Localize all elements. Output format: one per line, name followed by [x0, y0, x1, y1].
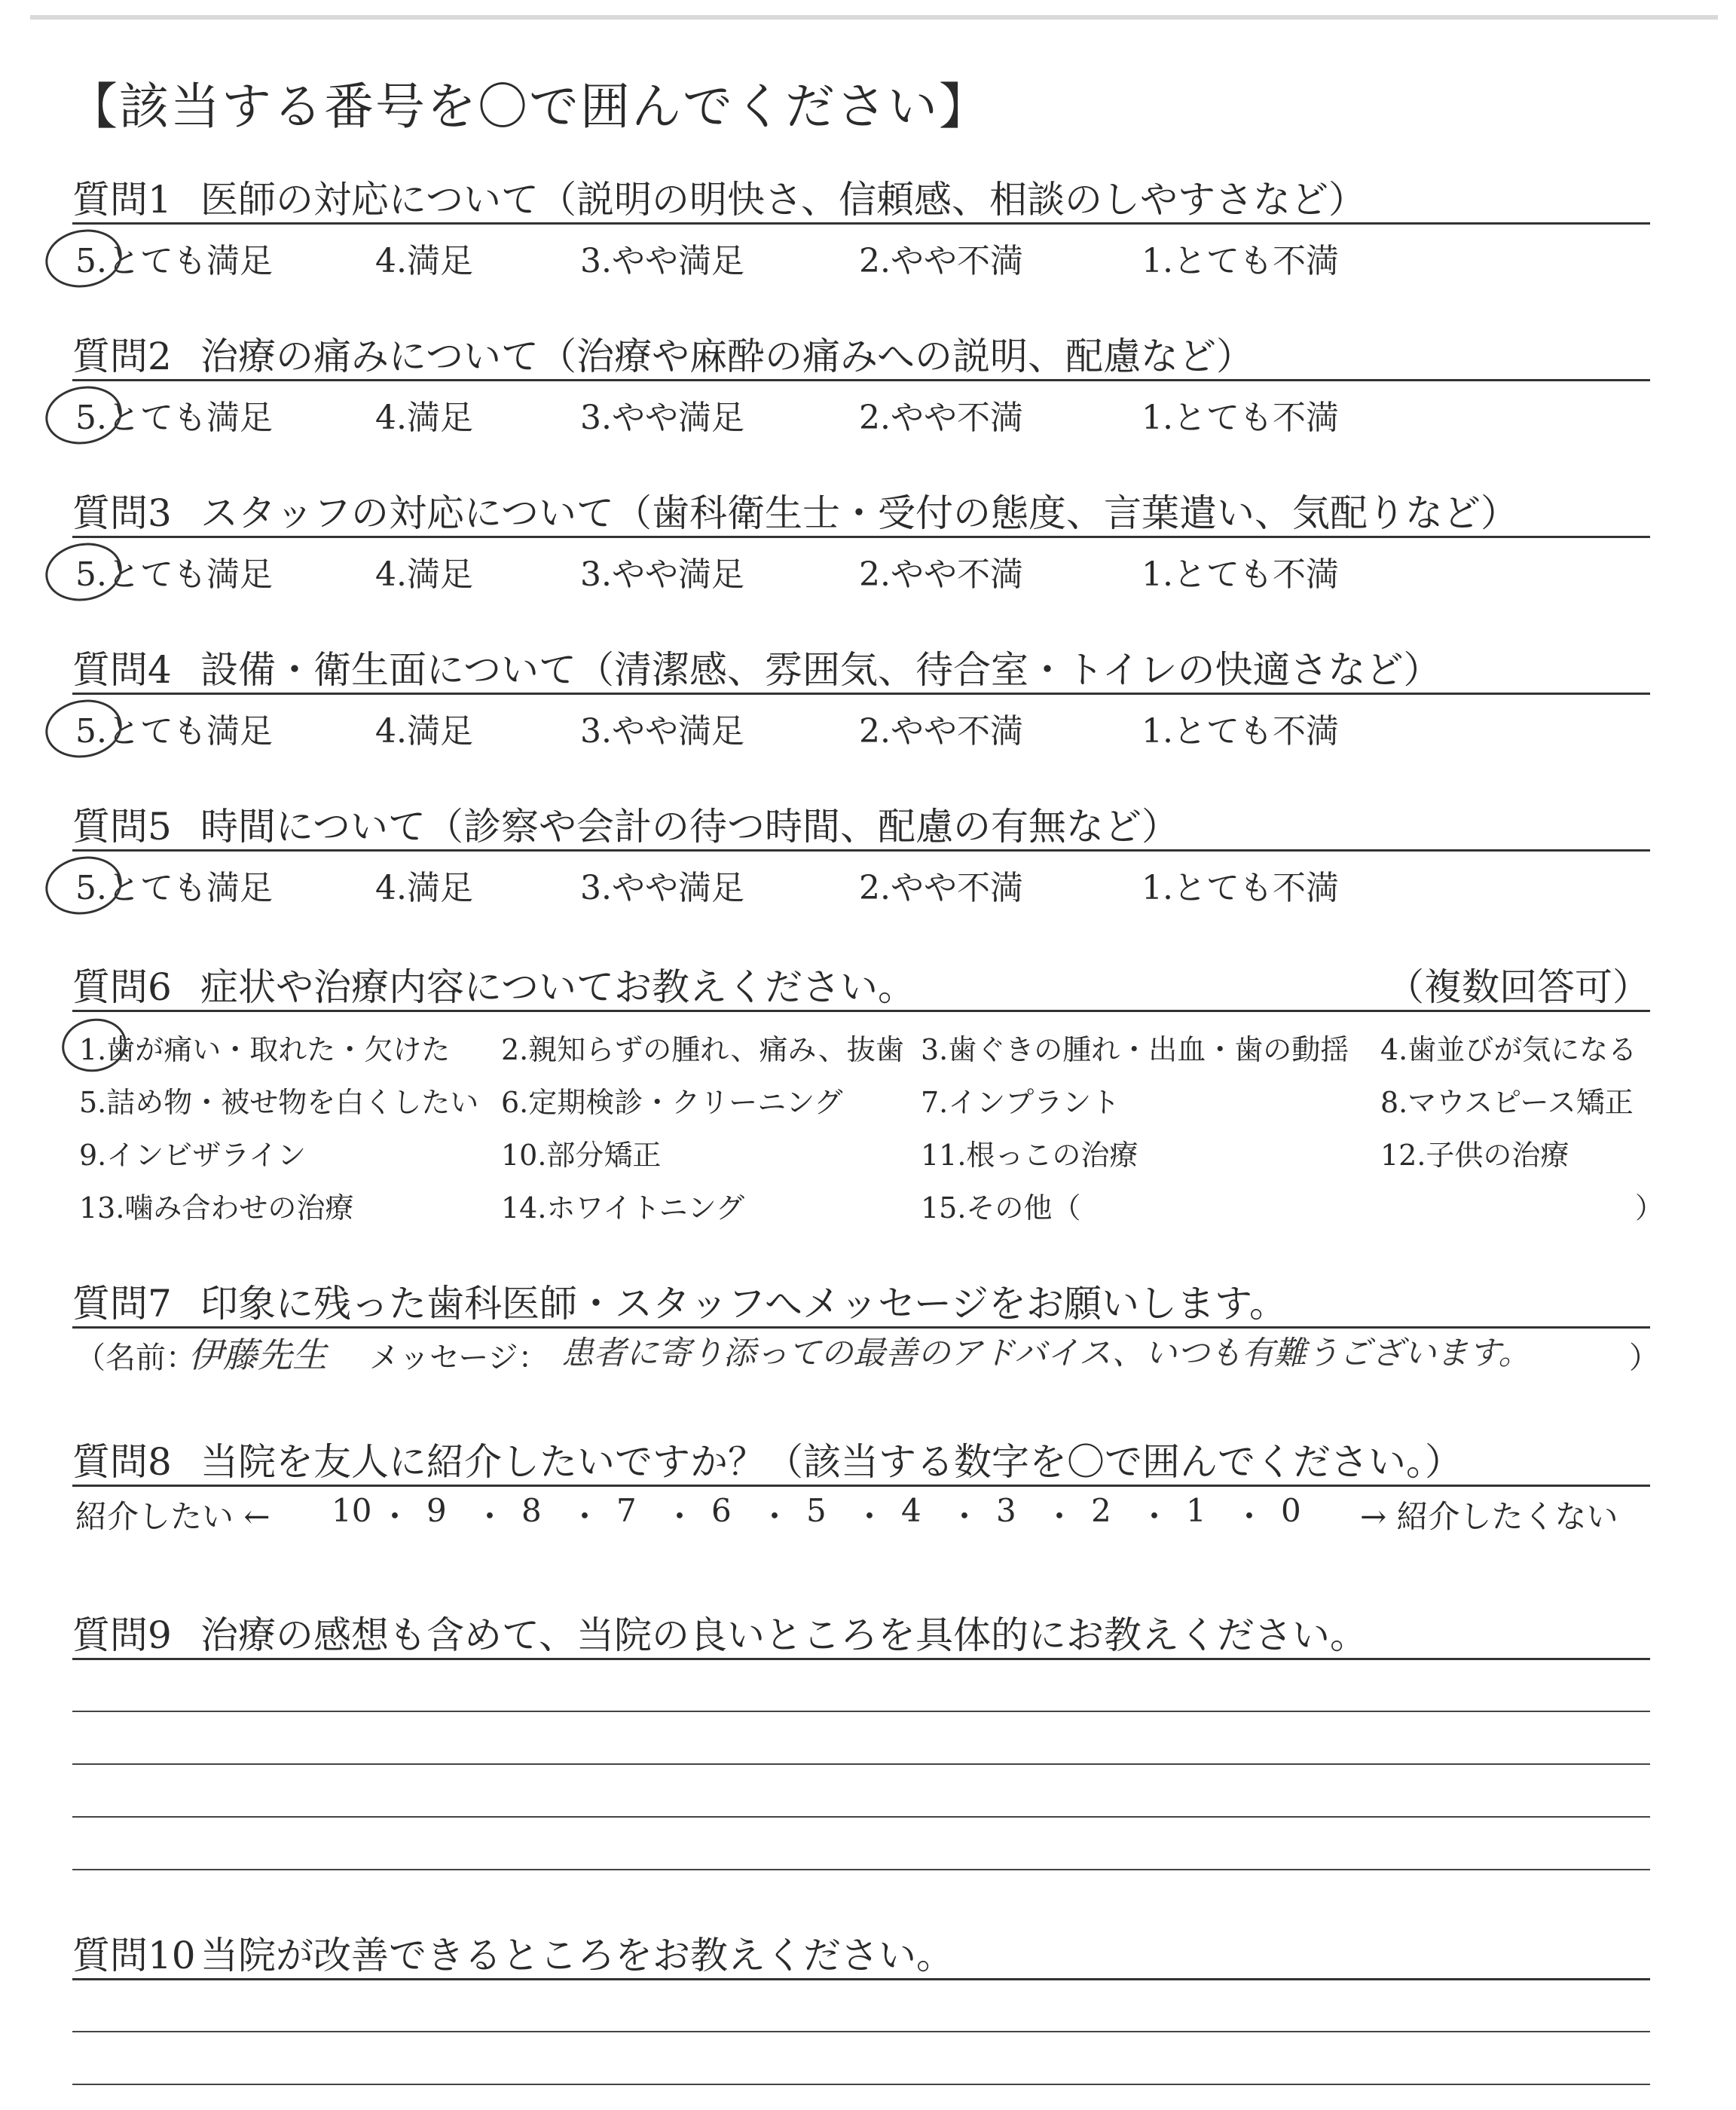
- q7-name-handwritten[interactable]: 伊藤先生: [188, 1335, 327, 1375]
- q4-option-4[interactable]: 4.満足: [375, 712, 473, 751]
- q6-option-15[interactable]: 15.その他（: [921, 1191, 1081, 1225]
- q2-option-2[interactable]: 2.やや不満: [859, 399, 1023, 437]
- q8-scale-3[interactable]: 3: [996, 1492, 1016, 1529]
- q8-scale-1[interactable]: 1: [1186, 1492, 1206, 1529]
- q9-answer-line[interactable]: [72, 1869, 1650, 1870]
- q4-title: [72, 640, 1441, 694]
- q9-text: 治療の感想も含めて、当院の良いところを具体的にお教えください。: [200, 1613, 1368, 1657]
- q9-rule: [72, 1658, 1650, 1660]
- q8-scale-separator: ・: [1044, 1498, 1076, 1535]
- q4-option-5[interactable]: 5.とても満足: [75, 712, 273, 751]
- q1-option-5[interactable]: 5.とても満足: [75, 242, 273, 280]
- q8-scale-separator: ・: [664, 1498, 696, 1535]
- q6-other-close-paren: ）: [1635, 1191, 1664, 1225]
- q7-close-paren: ）: [1629, 1341, 1659, 1375]
- q2-rule: [72, 379, 1650, 381]
- q10-text: 当院が改善できるところをお教えください。: [200, 1934, 954, 1977]
- q9-answer-line[interactable]: [72, 1816, 1650, 1818]
- q8-scale-6[interactable]: 6: [711, 1492, 732, 1529]
- q2-number: 質問2: [72, 335, 172, 378]
- q6-option-7[interactable]: 7.インプラント: [921, 1086, 1120, 1119]
- q4-option-3[interactable]: 3.やや満足: [580, 712, 744, 751]
- q10-title: [72, 1925, 954, 1980]
- q8-scale-separator: ・: [1138, 1498, 1171, 1535]
- q5-option-1[interactable]: 1.とても不満: [1142, 869, 1339, 907]
- q6-text: 症状や治療内容についてお教えください。: [200, 965, 915, 1009]
- q6-option-12[interactable]: 12.子供の治療: [1380, 1139, 1569, 1172]
- q8-rule: [72, 1485, 1650, 1487]
- q8-scale-separator: ・: [474, 1498, 506, 1535]
- q8-right-label: → 紹介したくない: [1360, 1498, 1618, 1535]
- q2-option-1[interactable]: 1.とても不満: [1142, 399, 1339, 437]
- q6-option-14[interactable]: 14.ホワイトニング: [501, 1191, 745, 1225]
- q8-scale-separator: ・: [1233, 1498, 1266, 1535]
- q1-text: 医師の対応について（説明の明快さ、信頼感、相談のしやすさなど）: [200, 178, 1366, 222]
- q4-option-2[interactable]: 2.やや不満: [859, 712, 1023, 751]
- q2-title: [72, 326, 1254, 381]
- q7-name-label: （名前：: [75, 1341, 196, 1375]
- q5-title: [72, 797, 1179, 851]
- q6-option-4[interactable]: 4.歯並びが気になる: [1380, 1033, 1637, 1066]
- q3-title: [72, 483, 1518, 537]
- q7-message-label: メッセージ：: [369, 1341, 549, 1375]
- q6-option-6[interactable]: 6.定期検診・クリーニング: [501, 1086, 843, 1119]
- q9-answer-line[interactable]: [72, 1763, 1650, 1765]
- q8-scale-0[interactable]: 0: [1281, 1492, 1301, 1529]
- q9-title: [72, 1605, 1368, 1659]
- q8-scale-separator: ・: [759, 1498, 791, 1535]
- q8-left-label: 紹介したい ←: [75, 1498, 270, 1535]
- q8-scale-2[interactable]: 2: [1091, 1492, 1111, 1529]
- q2-option-5[interactable]: 5.とても満足: [75, 399, 273, 437]
- q8-scale-7[interactable]: 7: [616, 1492, 637, 1529]
- q8-scale-separator: ・: [379, 1498, 411, 1535]
- q5-option-4[interactable]: 4.満足: [375, 869, 473, 907]
- q3-option-5[interactable]: 5.とても満足: [75, 555, 273, 594]
- q8-scale-9[interactable]: 9: [426, 1492, 447, 1529]
- q7-title: [72, 1274, 1287, 1328]
- q8-scale-separator: ・: [949, 1498, 981, 1535]
- q5-option-5[interactable]: 5.とても満足: [75, 869, 273, 907]
- q1-title: [72, 170, 1366, 224]
- q4-number: 質問4: [72, 648, 172, 692]
- q5-text: 時間について（診察や会計の待つ時間、配慮の有無など）: [200, 805, 1179, 849]
- q6-option-9[interactable]: 9.インビザライン: [79, 1139, 307, 1172]
- q5-option-3[interactable]: 3.やや満足: [580, 869, 744, 907]
- q6-number: 質問6: [72, 965, 172, 1009]
- q1-number: 質問1: [72, 178, 172, 222]
- q6-title: [72, 957, 915, 1011]
- q3-text: スタッフの対応について（歯科衛生士・受付の態度、言葉遣い、気配りなど）: [200, 491, 1518, 535]
- q1-rule: [72, 222, 1650, 225]
- q8-scale-4[interactable]: 4: [901, 1492, 921, 1529]
- q7-number: 質問7: [72, 1282, 172, 1326]
- q4-option-1[interactable]: 1.とても不満: [1142, 712, 1339, 751]
- q5-option-2[interactable]: 2.やや不満: [859, 869, 1023, 907]
- q8-scale-separator: ・: [854, 1498, 886, 1535]
- q3-number: 質問3: [72, 491, 172, 535]
- q8-scale-8[interactable]: 8: [521, 1492, 542, 1529]
- q7-text: 印象に残った歯科医師・スタッフへメッセージをお願いします。: [200, 1282, 1287, 1326]
- q8-scale-10[interactable]: 10: [332, 1492, 372, 1529]
- q8-scale-separator: ・: [569, 1498, 601, 1535]
- q6-option-5[interactable]: 5.詰め物・被せ物を白くしたい: [79, 1086, 479, 1119]
- page-heading: 【該当する番号を〇で囲んでください】: [68, 78, 990, 136]
- q10-answer-line[interactable]: [72, 2084, 1650, 2085]
- q8-scale-5[interactable]: 5: [806, 1492, 827, 1529]
- q10-rule: [72, 1978, 1650, 1980]
- q6-option-3[interactable]: 3.歯ぐきの腫れ・出血・歯の動揺: [921, 1033, 1349, 1066]
- q3-option-3[interactable]: 3.やや満足: [580, 555, 744, 594]
- q4-text: 設備・衛生面について（清潔感、雰囲気、待合室・トイレの快適さなど）: [200, 648, 1441, 692]
- q1-option-4[interactable]: 4.満足: [375, 242, 473, 280]
- q6-option-13[interactable]: 13.噛み合わせの治療: [79, 1191, 354, 1225]
- q2-text: 治療の痛みについて（治療や麻酔の痛みへの説明、配慮など）: [200, 335, 1254, 378]
- q5-rule: [72, 849, 1650, 852]
- q1-option-3[interactable]: 3.やや満足: [580, 242, 744, 280]
- q6-option-11[interactable]: 11.根っこの治療: [921, 1139, 1138, 1172]
- q6-note: （複数回答可）: [1386, 965, 1650, 1009]
- q10-number: 質問10: [72, 1934, 196, 1977]
- q10-answer-line[interactable]: [72, 2031, 1650, 2032]
- q8-text: 当院を友人に紹介したいですか？（該当する数字を〇で囲んでください。）: [200, 1440, 1462, 1484]
- q2-option-4[interactable]: 4.満足: [375, 399, 473, 437]
- q9-number: 質問9: [72, 1613, 172, 1657]
- q7-message-handwritten[interactable]: 患者に寄り添っての最善のアドバイス、いつも有難うございます。: [561, 1335, 1531, 1372]
- q6-option-8[interactable]: 8.マウスピース矯正: [1380, 1086, 1634, 1119]
- q6-rule: [72, 1010, 1650, 1012]
- q6-option-10[interactable]: 10.部分矯正: [501, 1139, 662, 1172]
- q6-option-2[interactable]: 2.親知らずの腫れ、痛み、抜歯: [501, 1033, 904, 1066]
- q8-number: 質問8: [72, 1440, 172, 1484]
- top-border: [30, 15, 1718, 20]
- q5-number: 質問5: [72, 805, 172, 849]
- q9-answer-line[interactable]: [72, 1711, 1650, 1712]
- q8-title: [72, 1432, 1462, 1486]
- q2-option-3[interactable]: 3.やや満足: [580, 399, 744, 437]
- q3-rule: [72, 536, 1650, 538]
- q6-option-1[interactable]: 1.歯が痛い・取れた・欠けた: [79, 1033, 451, 1066]
- q3-option-1[interactable]: 1.とても不満: [1142, 555, 1339, 594]
- q3-option-4[interactable]: 4.満足: [375, 555, 473, 594]
- q4-rule: [72, 693, 1650, 695]
- q1-option-1[interactable]: 1.とても不満: [1142, 242, 1339, 280]
- q1-option-2[interactable]: 2.やや不満: [859, 242, 1023, 280]
- q3-option-2[interactable]: 2.やや不満: [859, 555, 1023, 594]
